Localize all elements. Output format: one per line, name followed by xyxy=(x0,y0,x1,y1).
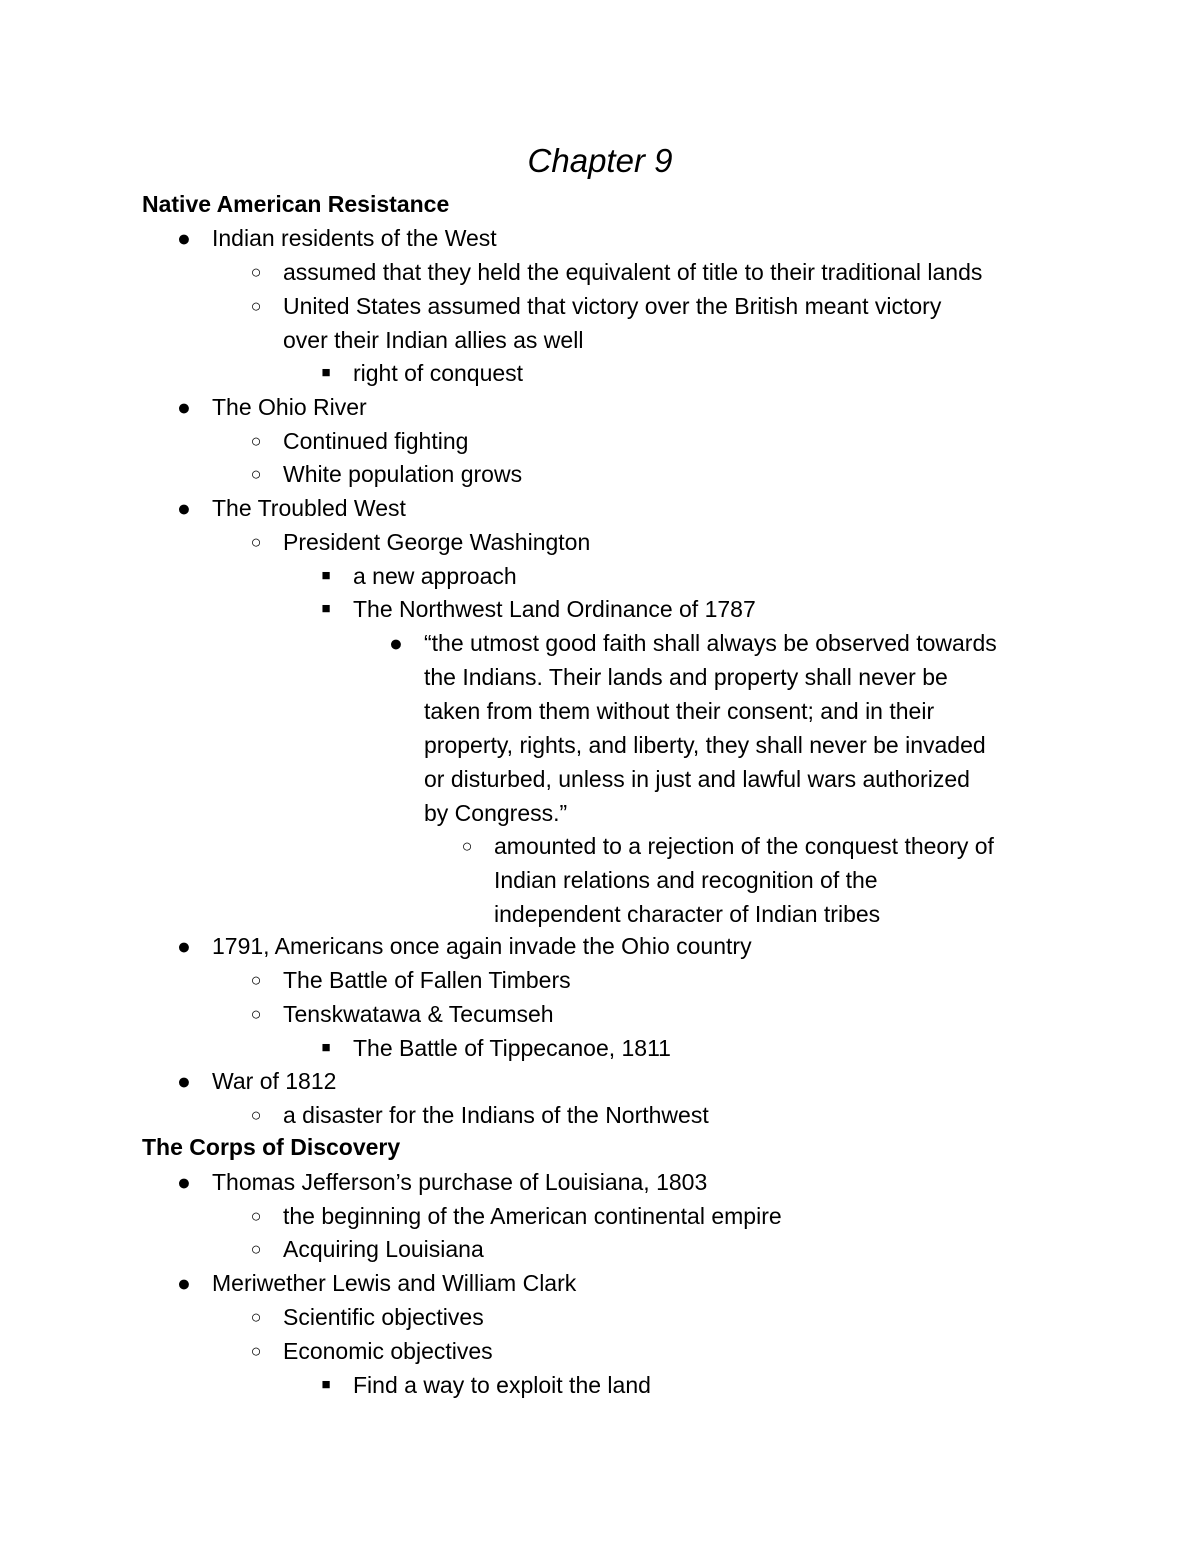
quote-line: property, rights, and liberty, they shall never be invaded xyxy=(424,732,986,758)
bullet-icon: ○ xyxy=(250,532,262,552)
list-item: right of conquest xyxy=(353,360,524,386)
list-item: Scientific objectives xyxy=(283,1304,484,1330)
list-item: a new approach xyxy=(353,563,517,589)
bullet-icon: ○ xyxy=(250,970,262,990)
bullet-icon: ○ xyxy=(250,1341,262,1361)
list-item: The Battle of Tippecanoe, 1811 xyxy=(353,1035,671,1061)
bullet-icon: ■ xyxy=(321,364,331,381)
list-item-line: over their Indian allies as well xyxy=(283,327,584,353)
bullet-icon: ○ xyxy=(250,1206,262,1226)
bullet-icon: ○ xyxy=(250,1239,262,1259)
page-title: Chapter 9 xyxy=(527,142,673,179)
quote-note-line: amounted to a rejection of the conquest theory of xyxy=(494,833,994,859)
quote-line: “the utmost good faith shall always be observed towards xyxy=(424,630,997,656)
bullet-icon: ● xyxy=(177,1270,191,1296)
list-item: a disaster for the Indians of the Northwest xyxy=(283,1102,709,1128)
bullet-icon: ● xyxy=(177,933,191,959)
bullet-icon: ■ xyxy=(321,600,331,617)
list-item: Acquiring Louisiana xyxy=(283,1236,484,1262)
bullet-icon: ○ xyxy=(250,431,262,451)
bullet-icon: ■ xyxy=(321,1039,331,1056)
list-item: The Battle of Fallen Timbers xyxy=(283,967,571,993)
list-item: Economic objectives xyxy=(283,1338,493,1364)
quote-note-line: Indian relations and recognition of the xyxy=(494,867,878,893)
bullet-icon: ● xyxy=(177,225,191,251)
bullet-icon: ■ xyxy=(321,1376,331,1393)
quote-line: taken from them without their consent; and in their xyxy=(424,698,935,724)
list-item: White population grows xyxy=(283,461,523,487)
quote-line: the Indians. Their lands and property shall never be xyxy=(424,664,948,690)
list-item: assumed that they held the equivalent of title to their traditional lands xyxy=(283,259,983,285)
bullet-icon: ● xyxy=(177,495,191,521)
list-item: Indian residents of the West xyxy=(212,225,497,251)
list-item: 1791, Americans once again invade the Ohio country xyxy=(212,933,752,959)
list-item xyxy=(283,289,941,357)
bullet-icon: ○ xyxy=(250,464,262,484)
list-item: Thomas Jefferson’s purchase of Louisiana, 1803 xyxy=(212,1169,708,1195)
bullet-icon: ○ xyxy=(250,1004,262,1024)
bullet-icon: ● xyxy=(177,1169,191,1195)
bullet-icon: ○ xyxy=(250,1307,262,1327)
section-heading: Native American Resistance xyxy=(142,191,450,217)
list-item: President George Washington xyxy=(283,529,591,555)
list-item: The Troubled West xyxy=(212,495,406,521)
list-item: Find a way to exploit the land xyxy=(353,1372,651,1398)
list-item: Meriwether Lewis and William Clark xyxy=(212,1270,577,1296)
section-heading: The Corps of Discovery xyxy=(142,1134,401,1160)
bullet-icon: ● xyxy=(389,630,403,656)
bullet-icon: ○ xyxy=(250,262,262,282)
quote-note xyxy=(494,829,994,931)
list-item: The Northwest Land Ordinance of 1787 xyxy=(353,596,756,622)
quote-line: by Congress.” xyxy=(424,800,568,826)
bullet-icon: ○ xyxy=(461,836,473,856)
list-item: The Ohio River xyxy=(212,394,367,420)
list-item: Continued fighting xyxy=(283,428,469,454)
bullet-icon: ○ xyxy=(250,296,262,316)
list-item-line: United States assumed that victory over the British meant victory xyxy=(283,293,942,319)
list-item: the beginning of the American continental empire xyxy=(283,1203,782,1229)
quote-note-line: independent character of Indian tribes xyxy=(494,901,881,927)
quote-block xyxy=(424,626,997,830)
bullet-icon: ○ xyxy=(250,1105,262,1125)
bullet-icon: ● xyxy=(177,1068,191,1094)
list-item: Tenskwatawa & Tecumseh xyxy=(283,1001,554,1027)
bullet-icon: ■ xyxy=(321,567,331,584)
list-item: War of 1812 xyxy=(212,1068,337,1094)
quote-line: or disturbed, unless in just and lawful wars authorized xyxy=(424,766,970,792)
bullet-icon: ● xyxy=(177,394,191,420)
